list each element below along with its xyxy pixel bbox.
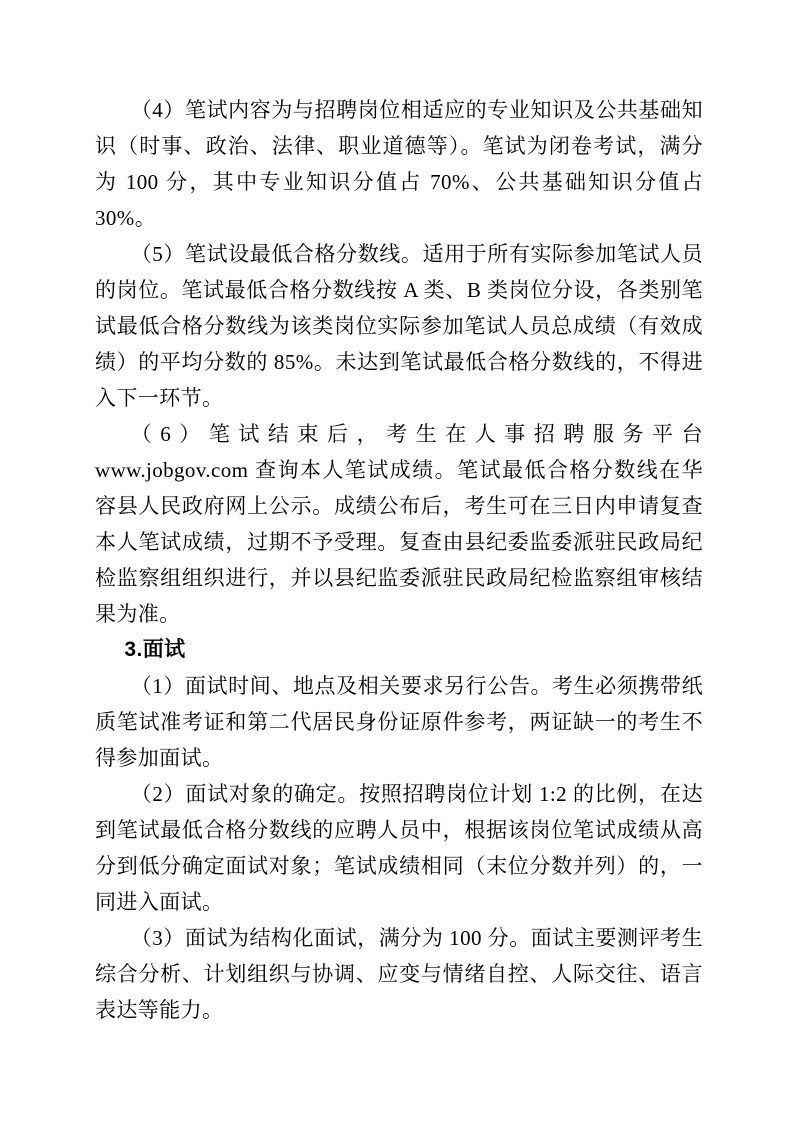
paragraph-interview-candidates: （2）面试对象的确定。按照招聘岗位计划 1:2 的比例，在达到笔试最低合格分数线的应聘人员中，根据该岗位笔试成绩从高分到低分确定面试对象；笔试成绩相同（末位分数并列）的，一同进入面试。 — [95, 782, 703, 914]
paragraph-interview-format: （3）面试为结构化面试，满分为 100 分。面试主要测评考生综合分析、计划组织与协调、应变与情绪自控、人际交往、语言表达等能力。 — [95, 926, 703, 1022]
paragraph-interview-notice: （1）面试时间、地点及相关要求另行公告。考生必须携带纸质笔试准考证和第二代居民身份证原件参考，两证缺一的考生不得参加面试。 — [95, 674, 703, 770]
paragraph-score-query-review: （6）笔试结束后，考生在人事招聘服务平台 www.jobgov.com 查询本人笔试成绩。笔试最低合格分数线在华容县人民政府网上公示。成绩公布后，考生可在三日内申请复查本人笔试成绩，过期不予受理。复查由县纪委监委派驻民政局纪检监察组组织进行，并以县纪监委派驻民政局纪检监察组审核结果为准。 — [95, 422, 703, 626]
paragraph-written-test-content: （4）笔试内容为与招聘岗位相适应的专业知识及公共基础知识（时事、政治、法律、职业道德等）。笔试为闭卷考试，满分为 100 分，其中专业知识分值占 70%、公共基础知识分值占 30%。 — [95, 98, 703, 230]
paragraph-minimum-passing-score: （5）笔试设最低合格分数线。适用于所有实际参加笔试人员的岗位。笔试最低合格分数线按 A 类、B 类岗位分设，各类别笔试最低合格分数线为该类岗位实际参加笔试人员总成绩（有效成绩）的平均分数的 85%。未达到笔试最低合格分数线的，不得进入下一环节。 — [95, 242, 703, 410]
section-heading-interview: 3.面试 — [124, 638, 186, 661]
